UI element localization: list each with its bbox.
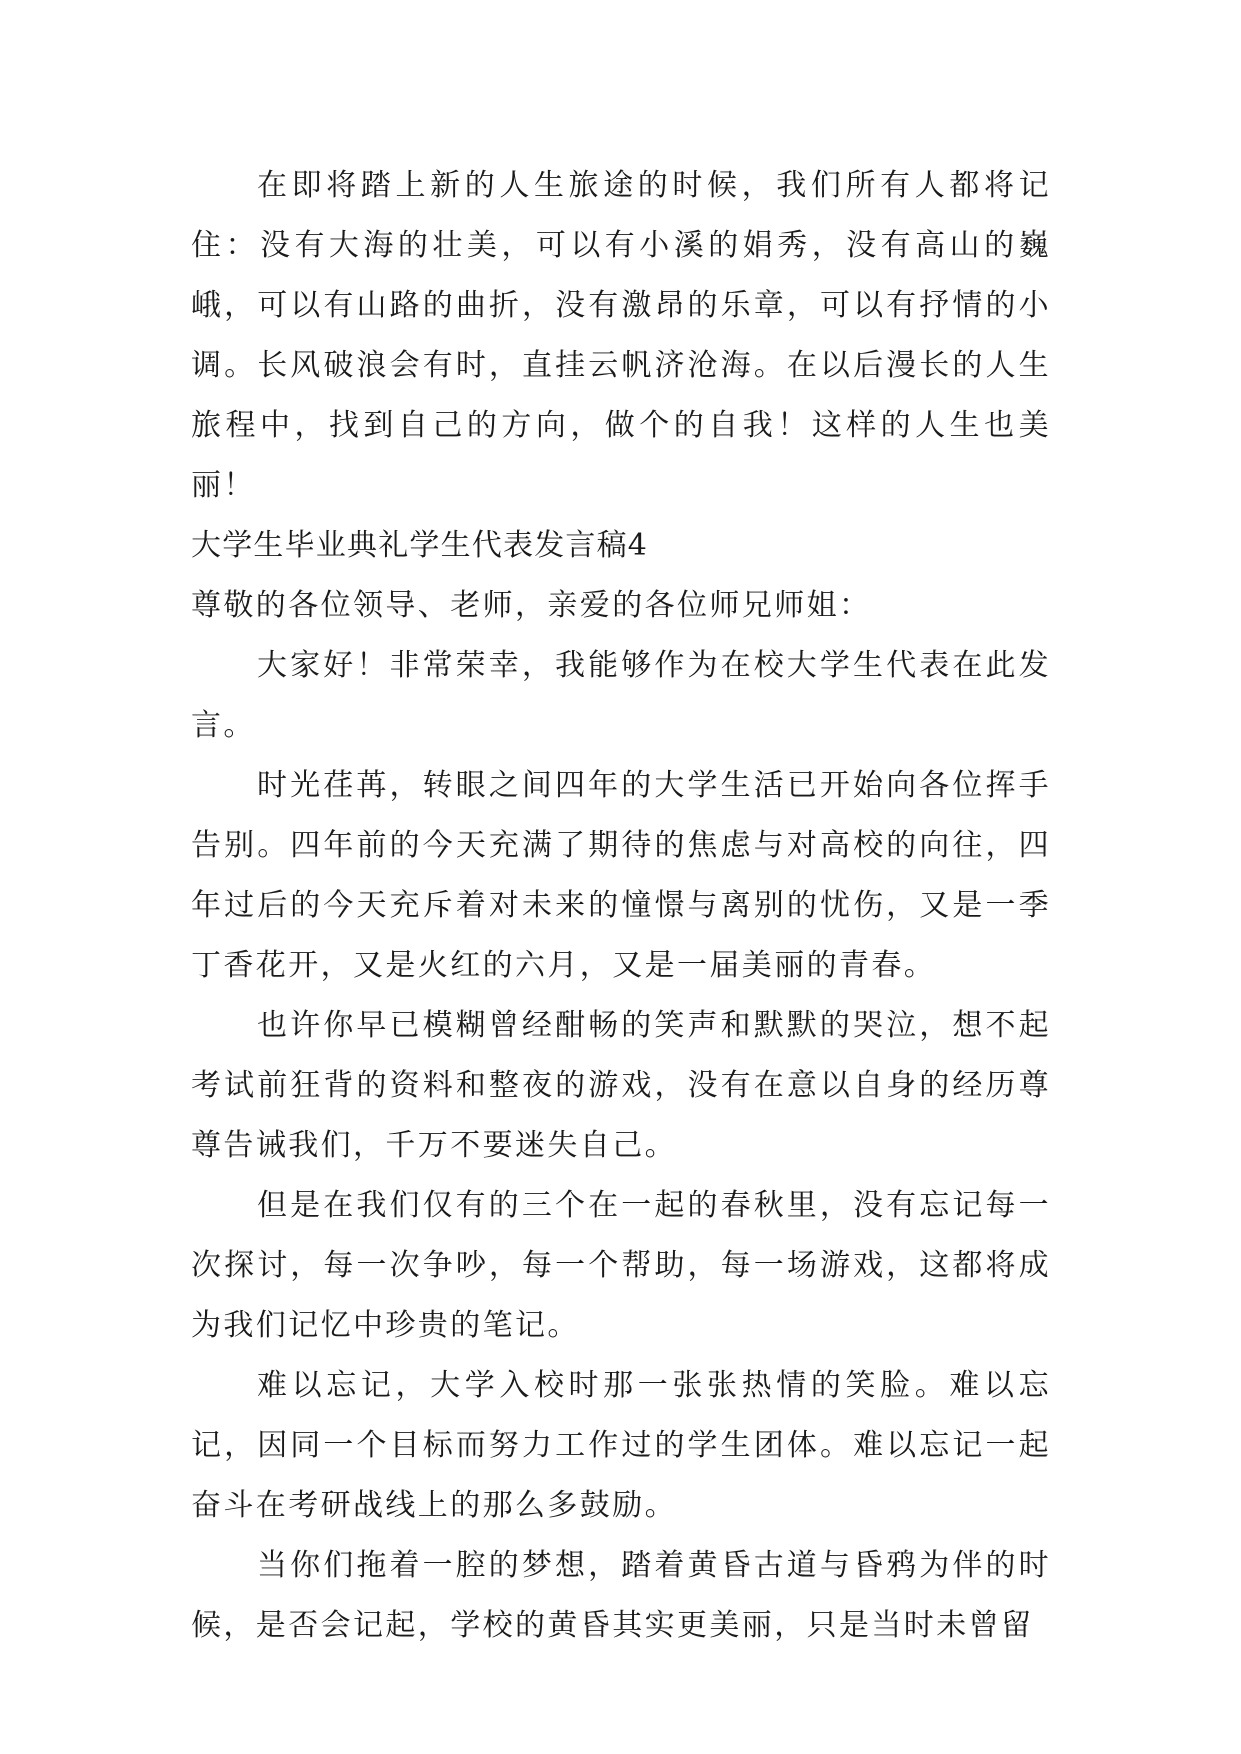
paragraph-dusk: 当你们拖着一腔的梦想，踏着黄昏古道与昏鸦为伴的时候，是否会记起，学校的黄昏其实更美丽，只是当时未曾留 (191, 1548, 1051, 1643)
paragraph-hard-to-forget: 难以忘记，大学入校时那一张张热情的笑脸。难以忘记，因同一个目标而努力工作过的学生团体。难以忘记一起奋斗在考研战线上的那么多鼓励。 (191, 1368, 1051, 1523)
section-title: 大学生毕业典礼学生代表发言稿4 (191, 528, 649, 563)
document-body (191, 156, 1051, 1656)
paragraph-memories: 也许你早已模糊曾经酣畅的笑声和默默的哭泣，想不起考试前狂背的资料和整夜的游戏，没有在意以自身的经历尊尊告诫我们，千万不要迷失自己。 (191, 1008, 1051, 1163)
paragraph-greeting: 大家好！非常荣幸，我能够作为在校大学生代表在此发言。 (191, 648, 1051, 743)
paragraph-closing-remarks: 在即将踏上新的人生旅途的时候，我们所有人都将记住：没有大海的壮美，可以有小溪的娟秀，没有高山的巍峨，可以有山路的曲折，没有激昂的乐章，可以有抒情的小调。长风破浪会有时，直挂云帆济沧海。在以后漫长的人生旅程中，找到自己的方向，做个的自我！这样的人生也美丽！ (191, 168, 1051, 503)
paragraph-time-passes: 时光荏苒，转眼之间四年的大学生活已开始向各位挥手告别。四年前的今天充满了期待的焦虑与对高校的向往，四年过后的今天充斥着对未来的憧憬与离别的忧伤，又是一季丁香花开，又是火红的六月，又是一届美丽的青春。 (191, 768, 1051, 983)
paragraph-three-seasons: 但是在我们仅有的三个在一起的春秋里，没有忘记每一次探讨，每一次争吵，每一个帮助，每一场游戏，这都将成为我们记忆中珍贵的笔记。 (191, 1188, 1051, 1343)
salutation: 尊敬的各位领导、老师，亲爱的各位师兄师姐： (191, 588, 872, 623)
